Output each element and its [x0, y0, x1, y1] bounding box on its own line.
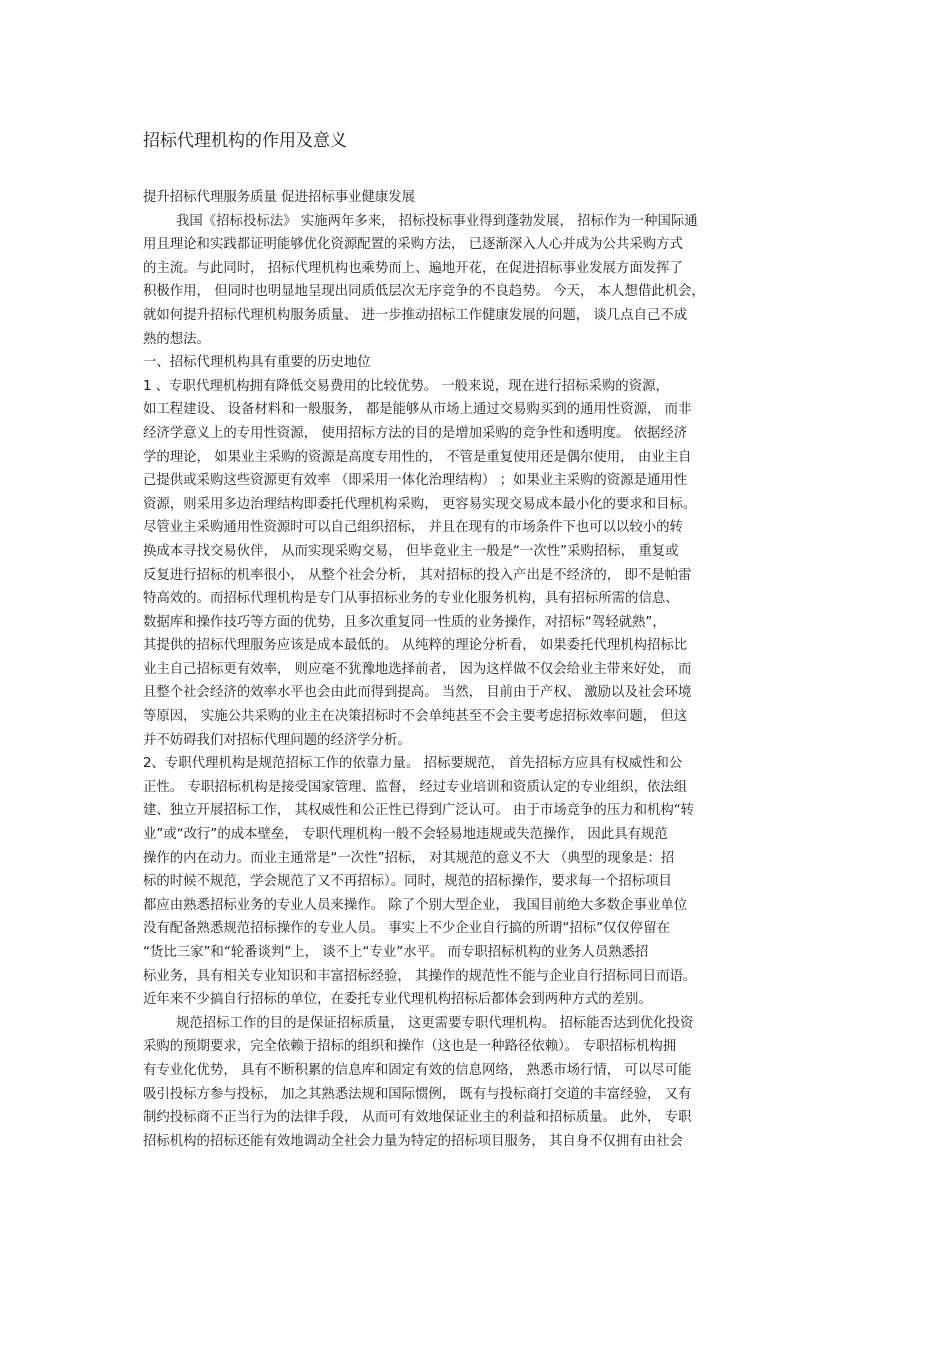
text-line: 标的时候不规范，学会规范了又不再招标）。同时，规范的招标操作，要求每一个招标项目: [143, 874, 672, 890]
text-line: 2、专职代理机构是规范招标工作的依靠力量。 招标要规范， 首先招标方应具有权威性和公: [143, 756, 683, 772]
document-body: [0, 186, 950, 1153]
text-line: 招标机构的招标还能有效地调动全社会力量为特定的招标项目服务， 其自身不仅拥有由社会: [143, 1133, 683, 1149]
text-line: 提升招标代理服务质量 促进招标事业健康发展: [143, 190, 416, 205]
text-line: 近年来不少搞自行招标的单位，在委托专业代理机构招标后都体会到两种方式的差别。: [143, 992, 652, 1008]
text-line: 熟的想法。: [143, 331, 210, 347]
text-line: 有专业化优势， 具有不断积累的信息库和固定有效的信息网络， 熟悉市场行情， 可以尽可能: [143, 1062, 692, 1078]
text-line: 反复进行招标的机率很小， 从整个社会分析， 其对招标的投入产出是不经济的， 即不是帕雷: [143, 567, 692, 583]
text-line: 没有配备熟悉规范招标操作的专业人员。 事实上不少企业自行搞的所谓“招标”仅仅停留在: [143, 921, 670, 937]
text-line: 正性。 专职招标机构是接受国家管理、监督， 经过专业培训和资质认定的专业组织，依法组: [143, 779, 688, 795]
text-line: 尽管业主采购通用性资源时可以自己组织招标， 并且在现有的市场条件下也可以以较小的转: [143, 520, 683, 536]
text-line: 标业务，具有相关专业知识和丰富招标经验， 其操作的规范性不能与企业自行招标同日而语。: [143, 968, 697, 984]
text-line: 制约投标商不正当行为的法律手段， 从而可有效地保证业主的利益和招标质量。 此外， 专职: [143, 1110, 692, 1126]
text-line: 建、独立开展招标工作， 其权威性和公正性已得到广泛认可。 由于市场竞争的压力和机构“转: [143, 803, 695, 819]
text-line: 学的理论， 如果业主采购的资源是高度专用性的， 不管是重复使用还是偶尔使用， 由业主自: [143, 449, 692, 465]
text-line: 经济学意义上的专用性资源， 使用招标方法的目的是增加采购的竞争性和透明度。 依据经济: [143, 425, 688, 441]
text-line: 己提供或采购这些资源更有效率 （即采用一体化治理结构） ；如果业主采购的资源是通用性: [143, 473, 688, 489]
document-title: 招标代理机构的作用及意义: [143, 131, 347, 151]
text-line: 资源，则采用多边治理结构即委托代理机构采购， 更容易实现交易成本最小化的要求和目标。: [143, 496, 697, 512]
text-line: 且整个社会经济的效率水平也会由此而得到提高。 当然， 目前由于产权、 激励以及社会环境: [143, 685, 692, 701]
text-line: 一、招标代理机构具有重要的历史地位: [143, 355, 371, 371]
text-line: 业”或“改行”的成本壁垒， 专职代理机构一般不会轻易地违规或失范操作， 因此具有规范: [143, 827, 668, 843]
text-line: 规范招标工作的目的是保证招标质量， 这更需要专职代理机构。 招标能否达到优化投资: [176, 1015, 694, 1031]
text-line: 就如何提升招标代理机构服务质量、 进一步推动招标工作健康发展的问题， 谈几点自己不成: [143, 307, 688, 323]
text-line: 换成本寻找交易伙伴， 从而实现采购交易， 但毕竟业主一般是“一次性”采购招标， 重复或: [143, 543, 679, 559]
text-line: 并不妨碍我们对招标代理问题的经济学分析。: [143, 732, 411, 748]
text-line: 1 、专职代理机构拥有降低交易费用的比较优势。 一般来说，现在进行招标采购的资源，: [143, 378, 669, 394]
text-line: 等原因， 实施公共采购的业主在决策招标时不会单纯甚至不会主要考虑招标效率问题， 但这: [143, 709, 688, 725]
text-line: 业主自己招标更有效率， 则应毫不犹豫地选择前者， 因为这样做不仅会给业主带来好处， 而: [143, 661, 692, 677]
text-line: 如工程建设、 设备材料和一般服务， 都是能够从市场上通过交易购买到的通用性资源， 而非: [143, 402, 692, 418]
text-line: 的主流。与此同时， 招标代理机构也乘势而上、遍地开花，在促进招标事业发展方面发挥了: [143, 260, 683, 276]
text-line: 积极作用， 但同时也明显地呈现出同质低层次无序竞争的不良趋势。 今天， 本人想借此机会，: [143, 284, 705, 300]
text-line: 操作的内在动力。而业主通常是“一次性”招标， 对其规范的意义不大 （典型的现象是：招: [143, 850, 675, 866]
text-line: “货比三家”和“轮番谈判”上， 谈不上“专业”水平。 而专职招标机构的业务人员熟悉招: [143, 945, 649, 960]
text-line: 我国《招标投标法》 实施两年多来， 招标投标事业得到蓬勃发展， 招标作为一种国际通: [176, 213, 698, 229]
text-line: 其提供的招标代理服务应该是成本最低的。 从纯粹的理论分析看， 如果委托代理机构招标比: [143, 638, 688, 654]
text-line: 采购的预期要求，完全依赖于招标的组织和操作（这也是一种路径依赖）。 专职招标机构拥: [143, 1039, 677, 1055]
text-line: 吸引投标方参与投标， 加之其熟悉法规和国际惯例， 既有与投标商打交道的丰富经验， 又有: [143, 1086, 692, 1102]
text-line: 数据库和操作技巧等方面的优势，且多次重复同一性质的业务操作，对招标“驾轻就熟”，: [143, 614, 666, 630]
text-line: 用且理论和实践都证明能够优化资源配置的采购方法， 已逐渐深入人心并成为公共采购方式: [143, 237, 683, 253]
text-line: 都应由熟悉招标业务的专业人员来操作。 除了个别大型企业， 我国目前绝大多数企事业单位: [143, 897, 688, 913]
text-line: 特高效的。而招标代理机构是专门从事招标业务的专业化服务机构，具有招标所需的信息、: [143, 591, 679, 607]
